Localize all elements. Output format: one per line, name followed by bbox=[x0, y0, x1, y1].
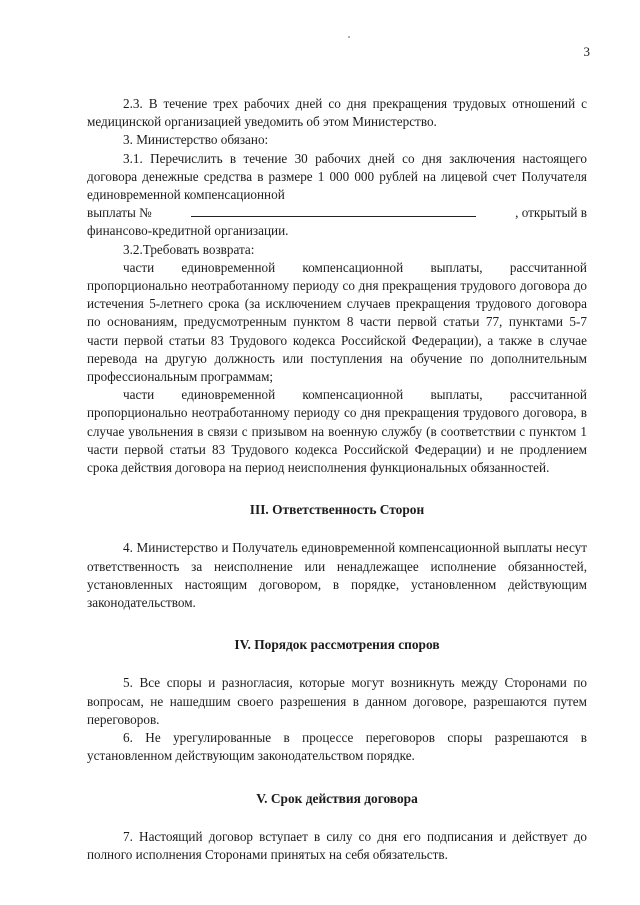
clause-3-2: 3.2.Требовать возврата: bbox=[123, 241, 255, 257]
clause-4: 4. Министерство и Получатель единовременной компенсационной выплаты несут ответственность за неисполнение или ненадлежащее исполнение обязанностей, установленных настоящим договором, в порядке, установленном действующим законодательством. bbox=[87, 540, 587, 611]
clause-5: 5. Все споры и разногласия, которые могут возникнуть между Сторонами по вопросам, не нашедшим своего разрешения в данном договоре, разрешаются путем переговоров. bbox=[87, 675, 587, 727]
clause-7: 7. Настоящий договор вступает в силу со дня его подписания и действует до полного исполнения Сторонами принятых на себя обязательств. bbox=[87, 828, 587, 862]
account-opened-text: , открытый в bbox=[515, 205, 587, 221]
scan-speck bbox=[348, 36, 350, 38]
document-body bbox=[87, 95, 587, 864]
section-5-heading: V. Срок действия договора bbox=[256, 790, 418, 806]
clause-6: 6. Не урегулированные в процессе переговоров споры разрешаются в установленном действующим законодательством порядке. bbox=[87, 730, 587, 764]
section-3-heading: III. Ответственность Сторон bbox=[249, 502, 425, 518]
clause-3-2-item-2: части единовременной компенсационной выплаты, рассчитанной пропорционально неотработанному периоду со дня прекращения трудового договора, в случае увольнения в связи с призывом на военную службу (в соответствии с пунктом 1 части первой статьи 83 Трудового кодекса Российской Федерации) и не продлением срока действия договора на период неисполнения функциональных обязанностей. bbox=[87, 387, 587, 476]
clause-3-2-item-1: части единовременной компенсационной выплаты, рассчитанной пропорционально неотработанному периоду со дня прекращения трудового договора до истечения 5-летнего срока (за исключением случаев прекращения трудового договора по основаниям, предусмотренным пунктом 8 части первой статьи 77, пунктами 5-7 части первой статьи 83 Трудового кодекса Российской Федерации), а также в случае перевода на другую должность или поступления на обучение по дополнительным профессиональным программам; bbox=[87, 259, 587, 385]
account-line bbox=[87, 204, 587, 222]
section-4-heading: IV. Порядок рассмотрения споров bbox=[234, 637, 440, 653]
clause-3-intro: 3. Министерство обязано: bbox=[123, 132, 269, 148]
account-label: выплаты № bbox=[87, 205, 152, 221]
clause-3-1-end: финансово-кредитной организации. bbox=[87, 223, 289, 239]
account-blank-field bbox=[191, 204, 476, 217]
page-number: 3 bbox=[583, 44, 590, 59]
clause-2-3: 2.3. В течение трех рабочих дней со дня прекращения трудовых отношений с медицинской организацией уведомить об этом Министерство. bbox=[87, 96, 587, 130]
clause-3-1: 3.1. Перечислить в течение 30 рабочих дней со дня заключения настоящего договора денежные средства в размере 1 000 000 рублей на лицевой счет Получателя единовременной компенсационной bbox=[87, 150, 587, 203]
